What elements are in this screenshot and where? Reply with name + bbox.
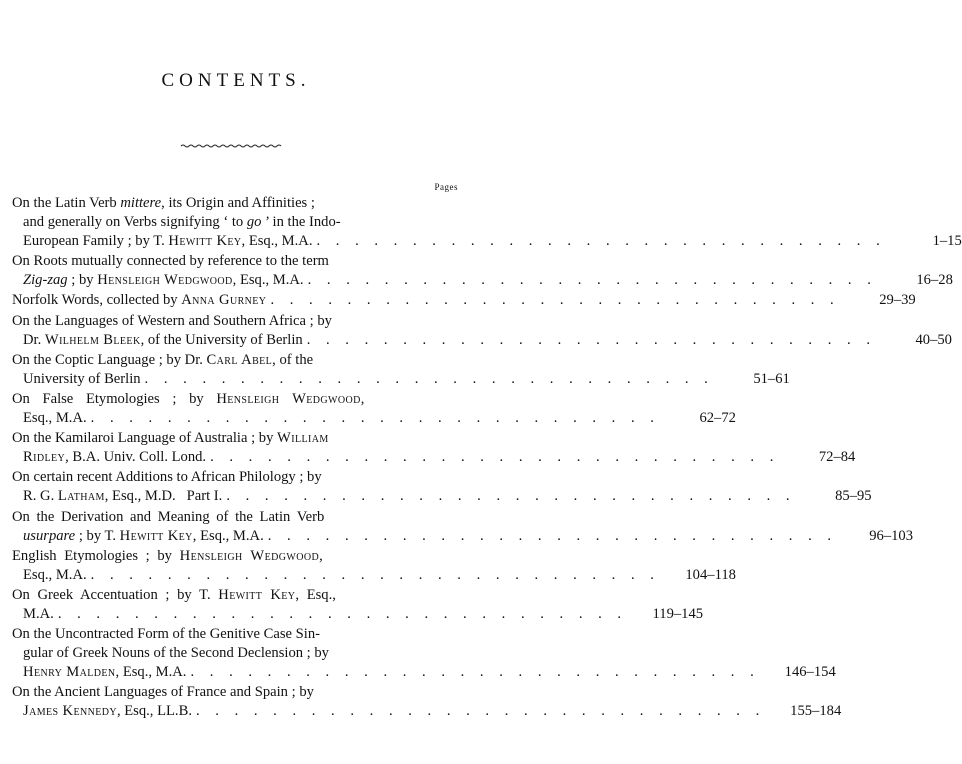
- dot-leader: . . . . . . . . . . . . . . . . . . . . . . . . . . . . . .: [144, 370, 714, 387]
- entry-line: and generally on Verbs signifying ‘ to go ’ in the Indo-: [23, 214, 341, 230]
- entry-last-line: Ridley, B.A. Univ. Coll. Lond. . . . . . . . . . . . . . . . . . . . . . . . . . . . . . . 72–84: [23, 449, 856, 466]
- contents-entry: [12, 390, 736, 428]
- contents-entry: [12, 351, 790, 389]
- entry-last-line: M.A. . . . . . . . . . . . . . . . . . . . . . . . . . . . . . . 119–145: [23, 605, 704, 622]
- entry-pages: 29–39: [879, 292, 916, 309]
- entry-last-line: R. G. Latham, Esq., M.D. Part I. . . . . . . . . . . . . . . . . . . . . . . . . . . . . . . 85–95: [23, 488, 872, 505]
- entry-last-line: Esq., M.A. . . . . . . . . . . . . . . . . . . . . . . . . . . . . . . 62–72: [23, 409, 736, 426]
- dot-leader: . . . . . . . . . . . . . . . . . . . . . . . . . . . . . .: [270, 292, 840, 309]
- page-title: CONTENTS.: [161, 70, 311, 91]
- dot-leader: . . . . . . . . . . . . . . . . . . . . . . . . . . . . . .: [195, 703, 766, 720]
- entry-last-line: Dr. Wilhelm Bleek, of the University of Berlin . . . . . . . . . . . . . . . . . . . . . . . . . . . . . . 40–50: [23, 331, 952, 348]
- entry-pages: 16–28: [916, 272, 953, 289]
- entry-line: On the Languages of Western and Southern Africa ; by: [12, 312, 332, 329]
- entry-line: On the Derivation and Meaning of the Latin Verb: [12, 508, 325, 525]
- contents-entry: [12, 312, 952, 350]
- entry-pages: 51–61: [753, 370, 790, 387]
- dot-leader: . . . . . . . . . . . . . . . . . . . . . . . . . . . . . .: [57, 605, 628, 622]
- entry-last-line: European Family ; by T. Hewitt Key, Esq., M.A. . . . . . . . . . . . . . . . . . . . . . . . . . . . . . . 1–15: [23, 233, 962, 249]
- contents-entry: [12, 683, 842, 721]
- dot-leader: . . . . . . . . . . . . . . . . . . . . . . . . . . . . . .: [226, 488, 796, 505]
- pages-column-header: Pages: [434, 182, 458, 192]
- contents-entry: [12, 291, 916, 310]
- dot-leader: . . . . . . . . . . . . . . . . . . . . . . . . . . . . . .: [316, 233, 886, 249]
- entry-line: On the Kamilaroi Language of Australia ; by William: [12, 430, 329, 447]
- contents-entry: [12, 547, 736, 585]
- dot-leader: . . . . . . . . . . . . . . . . . . . . . . . . . . . . . .: [90, 409, 660, 426]
- dot-leader: . . . . . . . . . . . . . . . . . . . . . . . . . . . . . .: [210, 449, 780, 466]
- entry-line: On the Ancient Languages of France and Spain ; by: [12, 684, 314, 701]
- contents-entry: [12, 586, 704, 624]
- entry-pages: 155–184: [790, 703, 842, 720]
- contents-list: [12, 194, 962, 722]
- entry-line: On Greek Accentuation ; by T. Hewitt Key, Esq.,: [12, 586, 336, 603]
- entry-pages: 1–15: [932, 233, 962, 249]
- entry-line: On certain recent Additions to African Philology ; by: [12, 469, 322, 486]
- entry-pages: 62–72: [699, 409, 736, 426]
- entry-line: On the Latin Verb mittere, its Origin and Affinities ;: [12, 195, 315, 211]
- entry-last-line: Norfolk Words, collected by Anna Gurney . . . . . . . . . . . . . . . . . . . . . . . . . . . . . . 29–39: [12, 292, 916, 309]
- dot-leader: . . . . . . . . . . . . . . . . . . . . . . . . . . . . . .: [267, 527, 838, 544]
- entry-last-line: Zig-zag ; by Hensleigh Wedgwood, Esq., M.A. . . . . . . . . . . . . . . . . . . . . . . . . . . . . . . 16–28: [23, 272, 953, 289]
- entry-last-line: Henry Malden, Esq., M.A. . . . . . . . . . . . . . . . . . . . . . . . . . . . . . . 146–154: [23, 664, 836, 681]
- entry-line: On the Coptic Language ; by Dr. Carl Abel, of the: [12, 351, 314, 368]
- dot-leader: . . . . . . . . . . . . . . . . . . . . . . . . . . . . . .: [90, 566, 660, 583]
- entry-last-line: James Kennedy, Esq., LL.B. . . . . . . . . . . . . . . . . . . . . . . . . . . . . . . 155–184: [23, 703, 842, 720]
- entry-line: On False Etymologies ; by Hensleigh Wedgwood,: [12, 390, 365, 407]
- entry-pages: 72–84: [818, 449, 856, 466]
- dot-leader: . . . . . . . . . . . . . . . . . . . . . . . . . . . . . .: [306, 331, 876, 348]
- contents-entry: [12, 252, 953, 290]
- entry-pages: 146–154: [784, 664, 836, 681]
- entry-line: On the Uncontracted Form of the Genitive Case Sin-: [12, 626, 321, 643]
- dot-leader: . . . . . . . . . . . . . . . . . . . . . . . . . . . . . .: [307, 272, 877, 289]
- contents-entry: [12, 508, 914, 546]
- ornament-divider: [180, 143, 282, 149]
- contents-entry: [12, 468, 872, 506]
- entry-last-line: usurpare ; by T. Hewitt Key, Esq., M.A. . . . . . . . . . . . . . . . . . . . . . . . . . . . . . . 96–103: [23, 527, 914, 544]
- entry-line: gular of Greek Nouns of the Second Declension ; by: [23, 645, 329, 662]
- entry-pages: 40–50: [915, 331, 952, 348]
- dot-leader: . . . . . . . . . . . . . . . . . . . . . . . . . . . . . .: [190, 664, 760, 681]
- entry-line: On Roots mutually connected by reference to the term: [12, 253, 329, 270]
- contents-entry: [12, 429, 856, 467]
- entry-pages: 96–103: [869, 527, 914, 544]
- entry-pages: 104–118: [685, 566, 736, 583]
- entry-last-line: University of Berlin . . . . . . . . . . . . . . . . . . . . . . . . . . . . . . 51–61: [23, 370, 790, 387]
- entry-pages: 119–145: [652, 605, 704, 622]
- entry-pages: 85–95: [835, 488, 872, 505]
- entry-last-line: Esq., M.A. . . . . . . . . . . . . . . . . . . . . . . . . . . . . . . 104–118: [23, 566, 736, 583]
- contents-entry: [12, 194, 962, 251]
- entry-line: English Etymologies ; by Hensleigh Wedgwood,: [12, 547, 323, 564]
- contents-entry: [12, 625, 836, 682]
